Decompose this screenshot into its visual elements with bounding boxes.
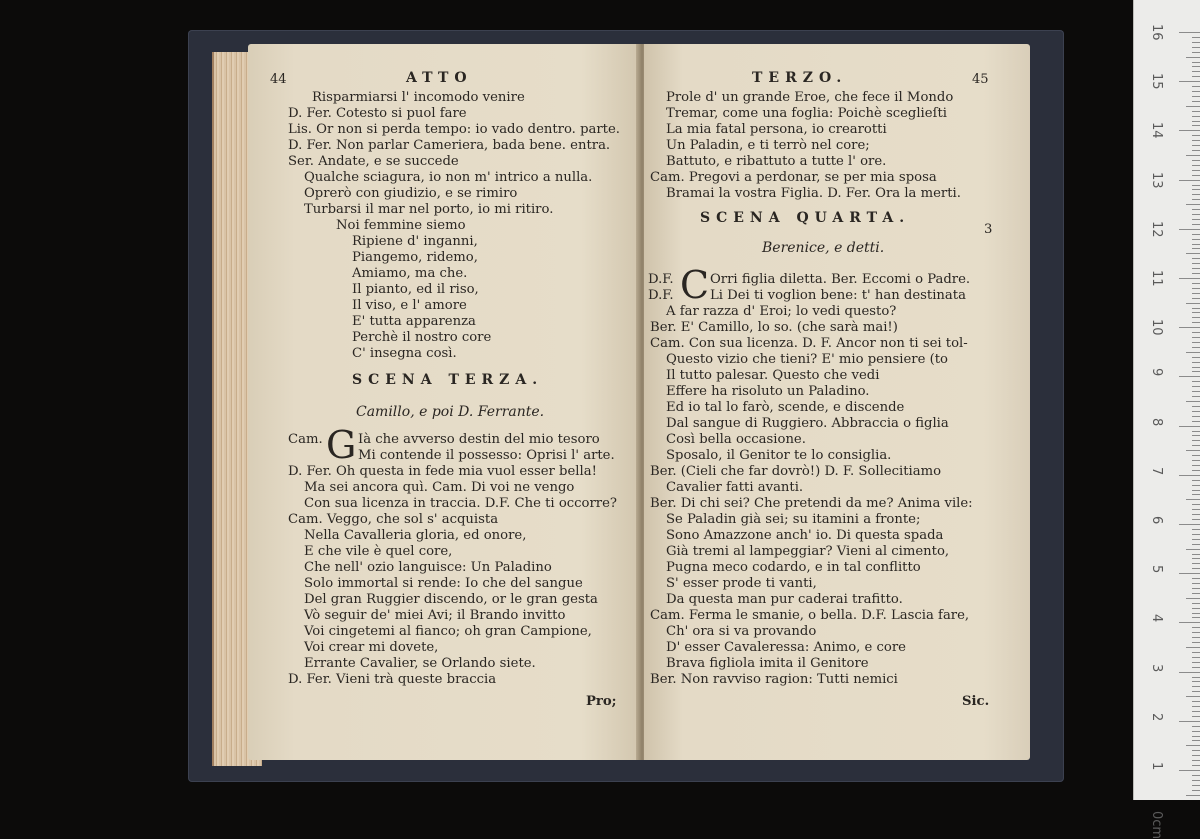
ruler-tick bbox=[1179, 229, 1200, 230]
ruler-tick bbox=[1186, 795, 1200, 796]
text-line: Prole d' un grande Eroe, che fece il Mondo bbox=[666, 90, 954, 105]
ruler-tick bbox=[1192, 568, 1200, 569]
running-head: TERZO. bbox=[752, 70, 848, 86]
ruler-tick bbox=[1192, 440, 1200, 441]
text-line: C' insegna così. bbox=[352, 346, 457, 361]
text-line: E che vile è quel core, bbox=[304, 544, 453, 559]
drop-cap: G bbox=[326, 423, 357, 467]
ruler-tick bbox=[1192, 790, 1200, 791]
text-line: Ber. (Cieli che far dovrò!) D. F. Sollecitiamo bbox=[650, 464, 942, 479]
ruler-tick bbox=[1186, 57, 1200, 58]
ruler-tick bbox=[1179, 426, 1200, 427]
ruler-tick bbox=[1192, 593, 1200, 594]
text-line: D. Fer. Vieni trà queste braccia bbox=[288, 672, 497, 687]
ruler-tick bbox=[1186, 696, 1200, 697]
ruler-label: 10 bbox=[1149, 319, 1164, 336]
text-line: Brava figliola imita il Genitore bbox=[666, 656, 869, 671]
ruler-tick bbox=[1192, 37, 1200, 38]
ruler-tick bbox=[1192, 125, 1200, 126]
text-line: Cam. bbox=[288, 432, 323, 447]
ruler-tick bbox=[1186, 647, 1200, 648]
margin-mark: 3 bbox=[984, 222, 993, 237]
ruler-tick bbox=[1192, 691, 1200, 692]
left-page bbox=[248, 44, 640, 760]
scene-title: SCENA TERZA. bbox=[352, 372, 544, 388]
ruler-tick bbox=[1186, 253, 1200, 254]
text-line: Pugna meco codardo, e in tal conflitto bbox=[666, 560, 921, 575]
ruler-tick bbox=[1192, 480, 1200, 481]
ruler-tick bbox=[1192, 716, 1200, 717]
page-number: 44 bbox=[270, 72, 287, 87]
ruler-tick bbox=[1192, 308, 1200, 309]
text-line: Turbarsi il mar nel porto, io mi ritiro. bbox=[304, 202, 554, 217]
ruler-tick bbox=[1192, 529, 1200, 530]
ruler-tick bbox=[1192, 312, 1200, 313]
ruler-tick bbox=[1192, 273, 1200, 274]
text-line: Sono Amazzone anch' io. Di questa spada bbox=[666, 528, 944, 543]
ruler-tick bbox=[1192, 258, 1200, 259]
text-line: Questo vizio che tieni? E' mio pensiere (to bbox=[666, 352, 948, 367]
ruler-tick bbox=[1192, 263, 1200, 264]
ruler-tick bbox=[1192, 283, 1200, 284]
ruler-tick bbox=[1192, 421, 1200, 422]
ruler-label: 9 bbox=[1149, 368, 1164, 377]
ruler-tick bbox=[1192, 445, 1200, 446]
text-line: Cam. Con sua licenza. D. F. Ancor non ti sei tol- bbox=[650, 336, 968, 351]
ruler-tick bbox=[1192, 91, 1200, 92]
ruler-tick bbox=[1192, 135, 1200, 136]
ruler-tick bbox=[1186, 499, 1200, 500]
ruler-tick bbox=[1192, 780, 1200, 781]
ruler-tick bbox=[1192, 627, 1200, 628]
text-line: D. Fer. Non parlar Cameriera, bada bene. entra. bbox=[288, 138, 611, 153]
text-line: Un Paladin, e ti terrò nel core; bbox=[666, 138, 870, 153]
ruler-tick bbox=[1192, 189, 1200, 190]
ruler-tick bbox=[1192, 140, 1200, 141]
text-line: Cam. Ferma le smanie, o bella. D.F. Lascia fare, bbox=[650, 608, 970, 623]
ruler-tick bbox=[1192, 470, 1200, 471]
ruler-tick bbox=[1192, 239, 1200, 240]
ruler-tick bbox=[1179, 130, 1200, 131]
ruler-tick bbox=[1192, 244, 1200, 245]
ruler-label: 1 bbox=[1149, 762, 1164, 771]
text-line: Il viso, e l' amore bbox=[352, 298, 467, 313]
ruler-tick bbox=[1192, 362, 1200, 363]
ruler-tick bbox=[1192, 391, 1200, 392]
ruler-tick bbox=[1192, 494, 1200, 495]
ruler-tick bbox=[1192, 150, 1200, 151]
text-line: Amiamo, ma che. bbox=[352, 266, 468, 281]
ruler-tick bbox=[1192, 785, 1200, 786]
ruler-tick bbox=[1192, 490, 1200, 491]
ruler-tick bbox=[1192, 96, 1200, 97]
text-line: Battuto, e ribattuto a tutte l' ore. bbox=[666, 154, 887, 169]
ruler-tick bbox=[1192, 298, 1200, 299]
text-line: A far razza d' Eroi; lo vedi questo? bbox=[666, 304, 897, 319]
ruler-tick bbox=[1192, 583, 1200, 584]
ruler-tick bbox=[1186, 106, 1200, 107]
ruler-tick bbox=[1192, 701, 1200, 702]
ruler-tick bbox=[1192, 101, 1200, 102]
text-line: Risparmiarsi l' incomodo venire bbox=[312, 90, 525, 105]
ruler-tick bbox=[1192, 293, 1200, 294]
ruler-tick bbox=[1192, 435, 1200, 436]
text-line: Se Paladin già sei; su itamini a fronte; bbox=[666, 512, 921, 527]
ruler-tick bbox=[1192, 558, 1200, 559]
ruler-tick bbox=[1192, 662, 1200, 663]
ruler-tick bbox=[1192, 667, 1200, 668]
ruler-tick bbox=[1186, 204, 1200, 205]
ruler-tick bbox=[1192, 731, 1200, 732]
ruler-tick bbox=[1192, 396, 1200, 397]
text-line: Sposalo, il Genitor te lo consiglia. bbox=[666, 448, 892, 463]
text-line: D.F. bbox=[648, 272, 674, 287]
ruler-tick bbox=[1192, 317, 1200, 318]
text-line: Solo immortal si rende: Io che del sangue bbox=[304, 576, 583, 591]
text-line: Dal sangue di Ruggiero. Abbraccia o figlia bbox=[666, 416, 949, 431]
ruler-tick bbox=[1192, 121, 1200, 122]
ruler-tick bbox=[1179, 770, 1200, 771]
ruler-tick bbox=[1192, 52, 1200, 53]
text-line: Orri figlia diletta. Ber. Eccomi o Padre. bbox=[710, 272, 971, 287]
ruler-tick bbox=[1186, 745, 1200, 746]
text-line: Noi femmine siemo bbox=[336, 218, 466, 233]
measuring-ruler bbox=[1133, 0, 1200, 839]
ruler-tick bbox=[1192, 544, 1200, 545]
text-line: Errante Cavalier, se Orlando siete. bbox=[304, 656, 536, 671]
text-line: Il tutto palesar. Questo che vedi bbox=[666, 368, 880, 383]
ruler-tick bbox=[1192, 86, 1200, 87]
ruler-label: 2 bbox=[1149, 712, 1164, 722]
ruler-label: 13 bbox=[1149, 171, 1164, 189]
ruler-label: 4 bbox=[1149, 614, 1164, 623]
ruler-tick bbox=[1192, 145, 1200, 146]
ruler-tick bbox=[1192, 160, 1200, 161]
page-number: 45 bbox=[972, 72, 989, 87]
ruler-tick bbox=[1192, 248, 1200, 249]
ruler-tick bbox=[1192, 431, 1200, 432]
ruler-tick bbox=[1179, 278, 1200, 279]
ruler-tick bbox=[1192, 170, 1200, 171]
ruler-tick bbox=[1192, 367, 1200, 368]
ruler-tick bbox=[1179, 376, 1200, 377]
ruler-tick bbox=[1179, 475, 1200, 476]
ruler-tick bbox=[1192, 554, 1200, 555]
scene-title: SCENA QUARTA. bbox=[700, 210, 911, 226]
ruler-tick bbox=[1192, 519, 1200, 520]
text-line: Ber. Non ravviso ragion: Tutti nemici bbox=[650, 672, 898, 687]
ruler-tick bbox=[1179, 81, 1200, 82]
ruler-tick bbox=[1179, 672, 1200, 673]
ruler-tick bbox=[1192, 357, 1200, 358]
text-line: E' tutta apparenza bbox=[352, 314, 476, 329]
ruler-tick bbox=[1192, 406, 1200, 407]
ruler-tick bbox=[1192, 760, 1200, 761]
text-line: D.F. bbox=[648, 288, 674, 303]
ruler-tick bbox=[1179, 524, 1200, 525]
text-line: Ber. E' Camillo, lo so. (che sarà mai!) bbox=[650, 320, 898, 335]
catchword: Sic. bbox=[962, 694, 990, 709]
ruler-tick bbox=[1192, 175, 1200, 176]
ruler-tick bbox=[1192, 347, 1200, 348]
ruler-tick bbox=[1192, 711, 1200, 712]
ruler-tick bbox=[1192, 681, 1200, 682]
text-line: D. Fer. Oh questa in fede mia vuol esser bella! bbox=[288, 464, 597, 479]
text-line: D' esser Cavaleressa: Animo, e core bbox=[666, 640, 906, 655]
ruler-tick bbox=[1192, 578, 1200, 579]
ruler-tick bbox=[1192, 509, 1200, 510]
ruler-tick bbox=[1192, 657, 1200, 658]
text-line: Bramai la vostra Figlia. D. Fer. Ora la merti. bbox=[666, 186, 961, 201]
ruler-tick bbox=[1192, 608, 1200, 609]
ruler-tick bbox=[1179, 573, 1200, 574]
ruler-tick bbox=[1192, 42, 1200, 43]
ruler-tick bbox=[1192, 755, 1200, 756]
ruler-tick bbox=[1186, 352, 1200, 353]
text-line: Li Dei ti voglion bene: t' han destinata bbox=[710, 288, 966, 303]
ruler-tick bbox=[1192, 116, 1200, 117]
ruler-tick bbox=[1179, 327, 1200, 328]
ruler-tick bbox=[1192, 726, 1200, 727]
ruler-label: 8 bbox=[1149, 417, 1164, 426]
ruler-tick bbox=[1192, 465, 1200, 466]
ruler-tick bbox=[1192, 504, 1200, 505]
text-line: Del gran Ruggier discendo, or le gran gesta bbox=[304, 592, 598, 607]
ruler-tick bbox=[1179, 721, 1200, 722]
ruler-tick bbox=[1192, 588, 1200, 589]
ruler-tick bbox=[1192, 485, 1200, 486]
text-line: Voi crear mi dovete, bbox=[304, 640, 439, 655]
text-line: Qualche sciagura, io non m' intrico a nulla. bbox=[304, 170, 593, 185]
text-line: Ed io tal lo farò, scende, e discende bbox=[666, 400, 905, 415]
text-line: Voi cingetemi al fianco; oh gran Campione, bbox=[304, 624, 592, 639]
ruler-tick bbox=[1192, 337, 1200, 338]
ruler-tick bbox=[1192, 416, 1200, 417]
text-line: Ià che avverso destin del mio tesoro bbox=[358, 432, 600, 447]
running-head: ATTO bbox=[406, 70, 473, 86]
text-line: Cam. Pregovi a perdonar, se per mia sposa bbox=[650, 170, 937, 185]
catchword: Pro; bbox=[586, 694, 617, 709]
ruler-tick bbox=[1192, 775, 1200, 776]
ruler-tick bbox=[1192, 455, 1200, 456]
ruler-tick bbox=[1192, 563, 1200, 564]
text-line: Ser. Andate, e se succede bbox=[288, 154, 459, 169]
ruler-tick bbox=[1192, 603, 1200, 604]
ruler-tick bbox=[1192, 534, 1200, 535]
ruler-label: 0cm bbox=[1149, 811, 1164, 839]
text-line: Ma sei ancora quì. Cam. Di voi ne vengo bbox=[304, 480, 575, 495]
ruler-tick bbox=[1192, 322, 1200, 323]
text-line: Già tremi al lampeggiar? Vieni al cimento, bbox=[666, 544, 950, 559]
text-line: Ripiene d' inganni, bbox=[352, 234, 478, 249]
ruler-tick bbox=[1192, 371, 1200, 372]
ruler-tick bbox=[1192, 209, 1200, 210]
ruler-label: 3 bbox=[1149, 663, 1164, 672]
ruler-tick bbox=[1192, 613, 1200, 614]
text-line: Lis. Or non si perda tempo: io vado dentro. parte. bbox=[288, 122, 620, 137]
ruler-tick bbox=[1192, 736, 1200, 737]
ruler-tick bbox=[1186, 549, 1200, 550]
text-line: Il pianto, ed il riso, bbox=[352, 282, 479, 297]
ruler-tick bbox=[1179, 622, 1200, 623]
drop-cap: C bbox=[680, 263, 710, 307]
ruler-tick bbox=[1186, 303, 1200, 304]
ruler-tick bbox=[1192, 268, 1200, 269]
text-line: Cavalier fatti avanti. bbox=[666, 480, 804, 495]
text-line: Piangemo, ridemo, bbox=[352, 250, 478, 265]
ruler-tick bbox=[1192, 66, 1200, 67]
text-line: Così bella occasione. bbox=[666, 432, 806, 447]
text-line: Perchè il nostro core bbox=[352, 330, 492, 345]
ruler-tick bbox=[1192, 750, 1200, 751]
text-line: Mi contende il possesso: Oprisi l' arte. bbox=[358, 448, 615, 463]
text-line: Che nell' ozio languisce: Un Paladino bbox=[304, 560, 552, 575]
ruler-tick bbox=[1192, 539, 1200, 540]
scene-cast: Berenice, e detti. bbox=[762, 240, 885, 256]
ruler-tick bbox=[1192, 686, 1200, 687]
ruler-label: 16 bbox=[1149, 24, 1164, 41]
ruler-tick bbox=[1192, 381, 1200, 382]
ruler-tick bbox=[1186, 401, 1200, 402]
ruler-tick bbox=[1192, 165, 1200, 166]
ruler-label: 12 bbox=[1149, 220, 1164, 238]
text-line: Tremar, come una foglia: Poichè sceglieſti bbox=[666, 106, 947, 121]
ruler-tick bbox=[1192, 765, 1200, 766]
text-line: Ch' ora si va provando bbox=[666, 624, 817, 639]
ruler-tick bbox=[1192, 632, 1200, 633]
ruler-tick bbox=[1192, 740, 1200, 741]
ruler-tick bbox=[1192, 514, 1200, 515]
right-page bbox=[644, 44, 1030, 760]
ruler-label: 5 bbox=[1149, 565, 1164, 574]
ruler-tick bbox=[1192, 652, 1200, 653]
ruler-label: 15 bbox=[1149, 73, 1164, 90]
text-line: Ber. Di chi sei? Che pretendi da me? Anima vile: bbox=[650, 496, 973, 511]
ruler-label: 14 bbox=[1149, 122, 1164, 139]
ruler-tick bbox=[1192, 642, 1200, 643]
ruler-tick bbox=[1192, 185, 1200, 186]
text-line: Effere ha risoluto un Paladino. bbox=[666, 384, 870, 399]
ruler-tick bbox=[1192, 706, 1200, 707]
ruler-label: 11 bbox=[1149, 270, 1164, 287]
ruler-tick bbox=[1192, 332, 1200, 333]
text-line: Con sua licenza in traccia. D.F. Che ti occorre? bbox=[304, 496, 617, 511]
scene-cast: Camillo, e poi D. Ferrante. bbox=[356, 404, 545, 420]
ruler-label: 7 bbox=[1149, 466, 1164, 476]
ruler-tick bbox=[1192, 234, 1200, 235]
text-line: S' esser prode ti vanti, bbox=[666, 576, 817, 591]
ruler-tick bbox=[1192, 386, 1200, 387]
ruler-tick bbox=[1192, 62, 1200, 63]
ruler-tick bbox=[1192, 111, 1200, 112]
ruler-tick bbox=[1186, 450, 1200, 451]
ruler-tick bbox=[1192, 219, 1200, 220]
ruler-tick bbox=[1179, 32, 1200, 33]
ruler-tick bbox=[1192, 677, 1200, 678]
ruler-tick bbox=[1192, 194, 1200, 195]
ruler-tick bbox=[1192, 637, 1200, 638]
ruler-tick bbox=[1192, 342, 1200, 343]
text-line: D. Fer. Cotesto si puol fare bbox=[288, 106, 467, 121]
text-line: La mia fatal persona, io crearotti bbox=[666, 122, 887, 137]
ruler-tick bbox=[1192, 460, 1200, 461]
ruler-tick bbox=[1192, 199, 1200, 200]
text-line: Da questa man pur caderai trafitto. bbox=[666, 592, 903, 607]
ruler-tick bbox=[1186, 598, 1200, 599]
ruler-tick bbox=[1192, 214, 1200, 215]
text-line: Nella Cavalleria gloria, ed onore, bbox=[304, 528, 527, 543]
text-line: Oprerò con giudizio, e se rimiro bbox=[304, 186, 518, 201]
ruler-tick bbox=[1192, 71, 1200, 72]
ruler-tick bbox=[1192, 411, 1200, 412]
ruler-tick bbox=[1192, 47, 1200, 48]
ruler-tick bbox=[1192, 76, 1200, 77]
ruler-tick bbox=[1186, 155, 1200, 156]
ruler-tick bbox=[1192, 617, 1200, 618]
text-line: Cam. Veggo, che sol s' acquista bbox=[288, 512, 499, 527]
text-line: Vò seguir de' miei Avi; il Brando invitto bbox=[304, 608, 566, 623]
ruler-tick bbox=[1192, 224, 1200, 225]
ruler-label: 6 bbox=[1149, 516, 1164, 525]
ruler-tick bbox=[1192, 288, 1200, 289]
ruler-tick bbox=[1179, 180, 1200, 181]
